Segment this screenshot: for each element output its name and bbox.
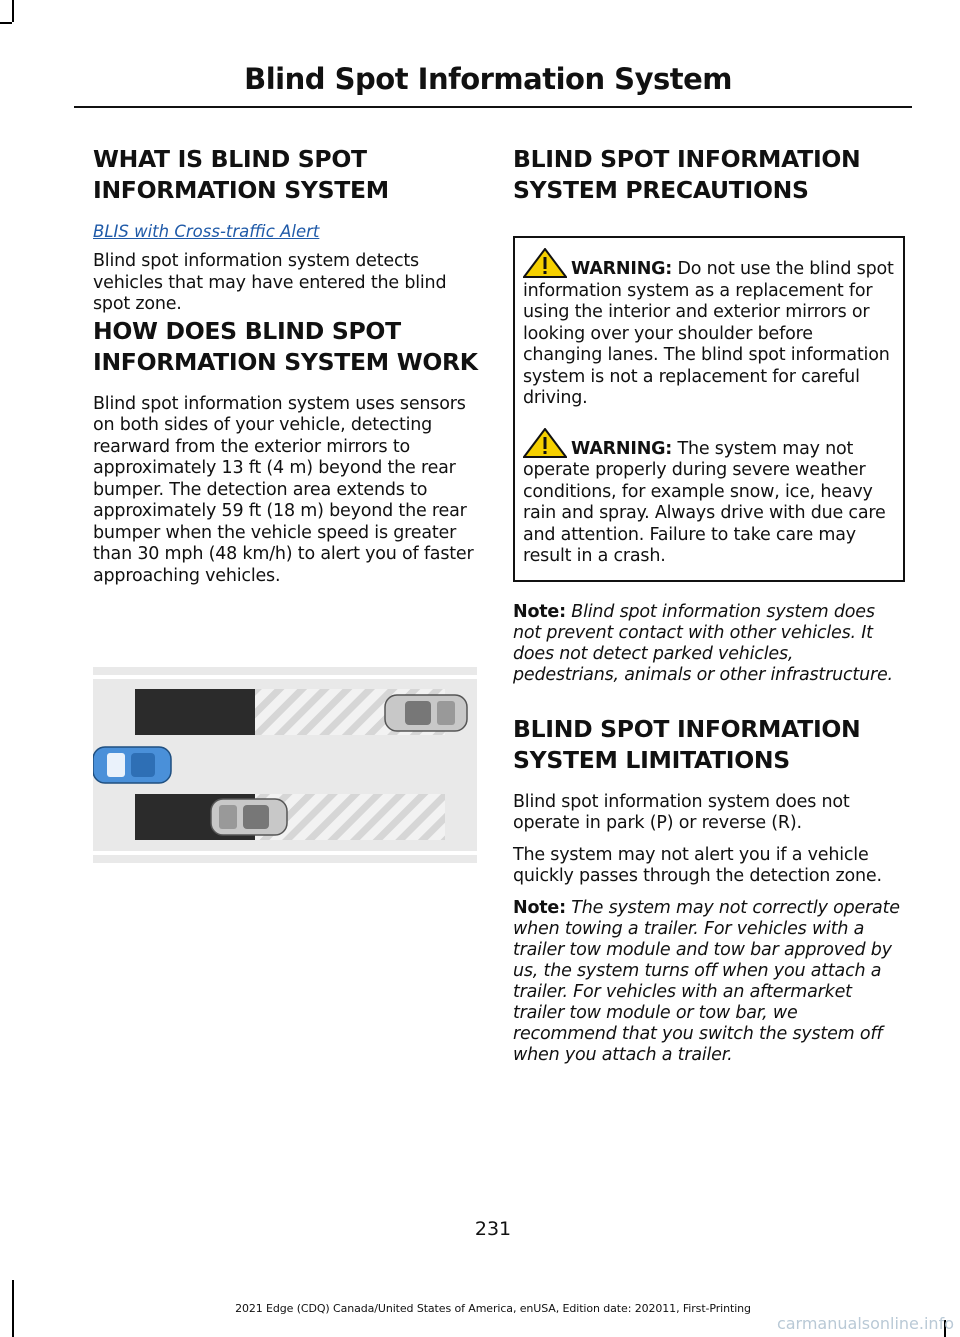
page-number: 231	[474, 1218, 512, 1240]
section-body-how-works: Blind spot information system uses sensors on both sides of your vehicle, detecting rearward from the exterior mirrors to approximately 13 ft (4 m) beyond the rear bumper. The detection area extends to approximately 59 ft (18 m) beyond the rear bumper when the vehicle speed is greater than 30 mph (48 km/h) to alert you of faster approaching vehicles.	[93, 393, 474, 586]
section-title-line: HOW DOES BLIND SPOT	[93, 316, 401, 345]
warning-1	[523, 248, 895, 410]
section-title-line: SYSTEM PRECAUTIONS	[513, 176, 809, 204]
note-text: The system may not correctly operate when towing a trailer. For vehicles with a trailer tow module and tow bar approved by us, the system turns off when you attach a trailer. For vehicles with an aftermarket trailer tow module or tow bar, we recommend that you switch the system off when you attach a trailer.	[513, 897, 900, 1065]
warning-triangle-icon	[523, 428, 567, 458]
lane-line	[93, 851, 477, 855]
section-title-line: INFORMATION SYSTEM	[93, 176, 389, 204]
section-title-line: INFORMATION SYSTEM WORK	[93, 347, 478, 376]
section-title-line: SYSTEM LIMITATIONS	[513, 745, 790, 774]
limitation-park-reverse: Blind spot information system does not operate in park (P) or reverse (R).	[513, 791, 850, 833]
warning-text: The system may not operate properly during severe weather conditions, for example snow, ice, heavy rain and spray. Always drive with due care and attention. Failure to take care may result in a crash.	[523, 438, 886, 566]
own-vehicle-icon	[93, 747, 171, 783]
warning-box	[513, 236, 905, 582]
note-label: Note:	[513, 601, 566, 622]
note-label: Note:	[513, 897, 566, 918]
warning-2	[523, 428, 895, 568]
section-title-line: BLIND SPOT INFORMATION	[513, 714, 861, 743]
crop-mark	[12, 0, 14, 22]
header-divider	[74, 106, 912, 108]
warning-label: WARNING:	[571, 259, 673, 279]
section-title-how-works	[93, 316, 483, 378]
section-title-precautions	[513, 144, 903, 206]
vehicle-in-blind-spot-icon	[211, 799, 287, 835]
page-header-title: Blind Spot Information System	[244, 62, 732, 96]
watermark: carmanualsonline.info	[776, 1314, 954, 1333]
section-title-line: WHAT IS BLIND SPOT	[93, 145, 367, 173]
lane-line	[93, 675, 477, 679]
note-1	[513, 602, 903, 686]
section-body-what-is: Blind spot information system detects vehicles that may have entered the blind spot zone.	[93, 251, 447, 314]
crop-mark	[0, 22, 12, 24]
approaching-vehicle-icon	[385, 695, 467, 731]
warning-text: Do not use the blind spot information system as a replacement for using the interior and exterior mirrors or looking over your shoulder before changing lanes. The blind spot information system is not a replacement for careful driving.	[523, 259, 894, 408]
section-title-limitations	[513, 714, 903, 776]
left-column	[93, 144, 483, 587]
right-column	[513, 144, 903, 1066]
section-title-what-is	[93, 144, 483, 206]
warning-triangle-icon	[523, 248, 567, 278]
warning-label: WARNING:	[571, 438, 673, 459]
blind-spot-zone-diagram	[93, 667, 477, 863]
note-2	[513, 898, 903, 1066]
edition-footer: 2021 Edge (CDQ) Canada/United States of America, enUSA, Edition date: 202011, First-Printing	[235, 1302, 751, 1315]
note-text: Blind spot information system does not prevent contact with other vehicles. It does not detect parked vehicles, pedestrians, animals or other infrastructure.	[513, 601, 893, 685]
section-title-line: BLIND SPOT INFORMATION	[513, 145, 861, 173]
limitation-quick-pass: The system may not alert you if a vehicle quickly passes through the detection zone.	[513, 844, 882, 886]
blis-cross-traffic-link[interactable]: BLIS with Cross-traffic Alert	[93, 222, 320, 241]
detection-zone-near	[135, 689, 255, 735]
